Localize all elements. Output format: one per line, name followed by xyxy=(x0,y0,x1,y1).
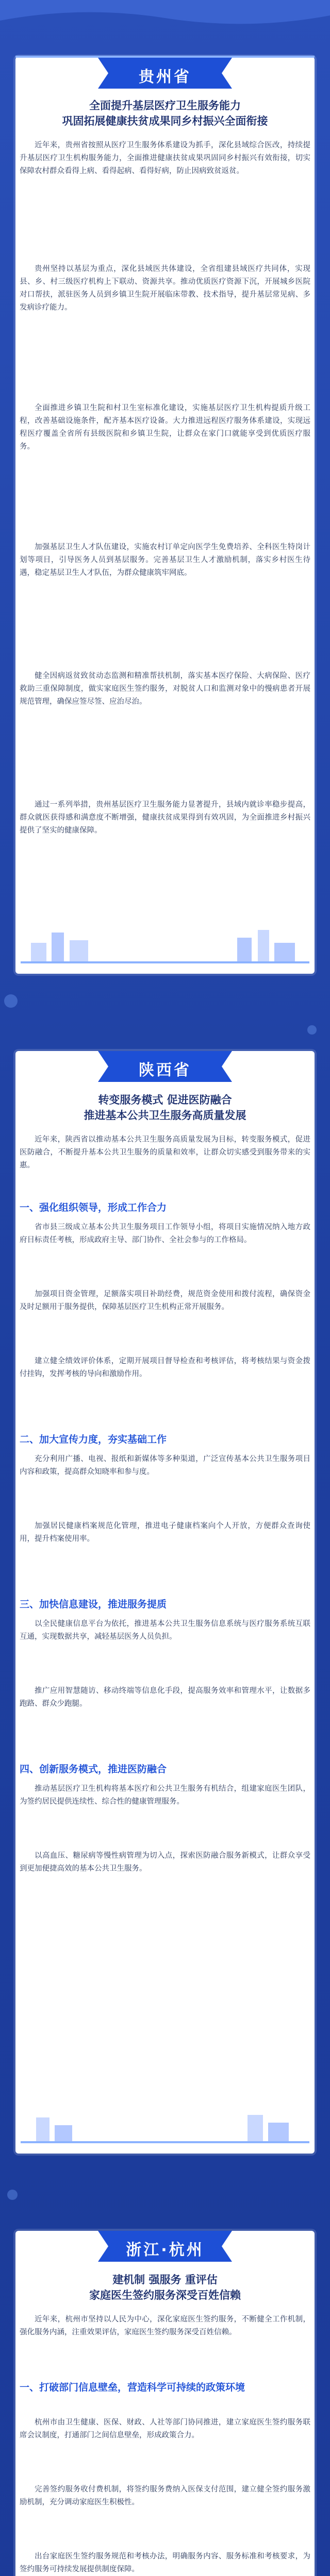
guizhou-paragraph-2: 贵州坚持以基层为重点，深化县域医共体建设，全省组建县域医疗共同体，实现县、乡、村三级医疗机构上下联动、资源共享。推动优质医疗资源下沉，开展城乡医院对口帮扶，派驻医务人员到乡镇卫生院开展临床带教、技术指导，提升基层常见病、多发病诊疗能力。 xyxy=(20,265,310,312)
guizhou-ribbon xyxy=(98,58,232,89)
hangzhou-section-1-title: 一、打破部门信息壁垒，营造科学可持续的政策环境 xyxy=(20,2382,245,2393)
guizhou-paragraph-6: 通过一系列举措，贵州基层医疗卫生服务能力显著提升，县域内就诊率稳步提高，群众就医获得感和满意度不断增强，健康扶贫成果得到有效巩固，为全面推进乡村振兴提供了坚实的健康保障。 xyxy=(20,801,310,835)
hangzhou-section-1-paragraph: 完善签约服务收付费机制，将签约服务费纳入医保支付范围，建立健全签约服务激励机制，充分调动家庭医生积极性。 xyxy=(20,2485,310,2506)
shaanxi-headline-line-2: 推进基本公共卫生服务高质量发展 xyxy=(84,1109,246,1122)
guizhou-city-skyline-decor xyxy=(21,922,309,963)
shaanxi-section-2-paragraph: 充分利用广播、电视、报纸和新媒体等多种渠道，广泛宣传基本公共卫生服务项目内容和政策，提高群众知晓率和参与度。 xyxy=(20,1455,310,1476)
shaanxi-headline xyxy=(21,1092,309,1123)
hangzhou-ribbon xyxy=(98,2231,232,2262)
top-wave-decor xyxy=(0,0,330,31)
shaanxi-section-4-paragraph: 推动基层医疗卫生机构将基本医疗和公共卫生服务有机结合，组建家庭医生团队，为签约居民提供连续性、综合性的健康管理服务。 xyxy=(20,1785,310,1806)
shaanxi-section-3-paragraph: 推广应用智慧随访、移动终端等信息化手段，提高服务效率和管理水平，让数据多跑路、群众少跑腿。 xyxy=(20,1687,310,1708)
shaanxi-section-4-title: 四、创新服务模式，推进医防融合 xyxy=(20,1764,167,1775)
hangzhou-headline-line-1: 建机制 强服务 重评估 xyxy=(112,2274,218,2286)
shaanxi-section-2-title: 二、加大宣传力度，夯实基础工作 xyxy=(20,1434,167,1445)
bubble-decor xyxy=(7,2190,18,2200)
hangzhou-section-1-paragraph: 出台家庭医生签约服务规范和考核办法，明确服务内容、服务标准和考核要求，为签约服务可持续发展提供制度保障。 xyxy=(20,2552,310,2573)
hangzhou-section-1-paragraph: 杭州市由卫生健康、医保、财政、人社等部门协同推进，建立家庭医生签约服务联席会议制度，打通部门之间信息壁垒，形成政策合力。 xyxy=(20,2418,310,2439)
bubble-decor xyxy=(307,1025,317,1035)
hangzhou-headline xyxy=(21,2272,309,2303)
shaanxi-section-1-title: 一、强化组织领导，形成工作合力 xyxy=(20,1202,167,1213)
shaanxi-section-2-paragraph: 加强居民健康档案规范化管理，推进电子健康档案向个人开放，方便群众查询使用，提升档案使用率。 xyxy=(20,1522,310,1543)
guizhou-headline xyxy=(21,98,309,129)
guizhou-headline-line-2: 巩固拓展健康扶贫成果同乡村振兴全面衔接 xyxy=(62,115,268,127)
hangzhou-headline-line-2: 家庭医生签约服务深受百姓信赖 xyxy=(89,2289,241,2301)
guizhou-paragraph-4: 加强基层卫生人才队伍建设，实施农村订单定向医学生免费培养、全科医生特岗计划等项目，引导医务人员到基层服务。完善基层卫生人才激励机制，落实乡村医生待遇，稳定基层卫生人才队伍，为群众健康筑牢网底。 xyxy=(20,543,310,577)
guizhou-headline-line-1: 全面提升基层医疗卫生服务能力 xyxy=(89,99,241,112)
shaanxi-section-1-paragraph: 建立健全绩效评价体系，定期开展项目督导检查和考核评估，将考核结果与资金拨付挂钩，发挥考核的导向和激励作用。 xyxy=(20,1357,310,1378)
hangzhou-intro: 近年来，杭州市坚持以人民为中心，深化家庭医生签约服务，不断健全工作机制，强化服务内涵，注重效果评估，家庭医生签约服务深受百姓信赖。 xyxy=(20,2315,310,2336)
shaanxi-section-1-paragraph: 加强项目资金管理，足额落实项目补助经费，规范资金使用和拨付流程，确保资金及时足额用于服务提供，保障基层医疗卫生机构正常开展服务。 xyxy=(20,1290,310,1311)
shaanxi-ribbon xyxy=(98,1051,232,1082)
shaanxi-region-title: 陕西省 xyxy=(139,1061,191,1079)
shaanxi-section-1-paragraph: 省市县三级成立基本公共卫生服务项目工作领导小组，将项目实施情况纳入地方政府目标责任考核，形成政府主导、部门协作、全社会参与的工作格局。 xyxy=(20,1223,310,1244)
shaanxi-section-4-paragraph: 以高血压、糖尿病等慢性病管理为切入点，探索医防融合服务新模式，让群众享受到更加便捷高效的基本公共卫生服务。 xyxy=(20,1852,310,1873)
shaanxi-city-skyline-decor xyxy=(21,2102,309,2143)
guizhou-paragraph-5: 健全因病返贫致贫动态监测和精准帮扶机制，落实基本医疗保险、大病保险、医疗救助三重保障制度，做实家庭医生签约服务，对脱贫人口和监测对象中的慢病患者开展规范管理，确保应签尽签、应治尽治。 xyxy=(20,672,310,706)
shaanxi-section-3-paragraph: 以全民健康信息平台为依托，推进基本公共卫生服务信息系统与医疗服务系统互联互通，实现数据共享，减轻基层医务人员负担。 xyxy=(20,1620,310,1641)
shaanxi-headline-line-1: 转变服务模式 促进医防融合 xyxy=(98,1094,232,1106)
shaanxi-section-3-title: 三、加快信息建设，推进服务提质 xyxy=(20,1599,167,1610)
bubble-decor xyxy=(4,994,18,1008)
shaanxi-intro: 近年来，陕西省以推动基本公共卫生服务高质量发展为目标，转变服务模式，促进医防融合，不断提升基本公共卫生服务的质量和效率，让群众切实感受到服务带来的实惠。 xyxy=(20,1136,310,1170)
guizhou-paragraph-1: 近年来，贵州省按照从医疗卫生服务体系建设为抓手，深化县域综合医改，持续提升基层医疗卫生机构服务能力，全面推进健康扶贫成果巩固同乡村振兴有效衔接，切实保障农村群众看得上病、看得起病、看得好病，防止因病致贫返贫。 xyxy=(20,141,310,175)
guizhou-region-title: 贵州省 xyxy=(139,68,191,86)
hangzhou-region-title: 浙江·杭州 xyxy=(126,2241,204,2259)
guizhou-paragraph-3: 全面推进乡镇卫生院和村卫生室标准化建设，实施基层医疗卫生机构提质升级工程，改善基础设施条件，配齐基本医疗设备。大力推进远程医疗服务体系建设，实现远程医疗覆盖全省所有县级医院和乡镇卫生院，让群众在家门口就能享受到优质医疗服务。 xyxy=(20,404,310,451)
